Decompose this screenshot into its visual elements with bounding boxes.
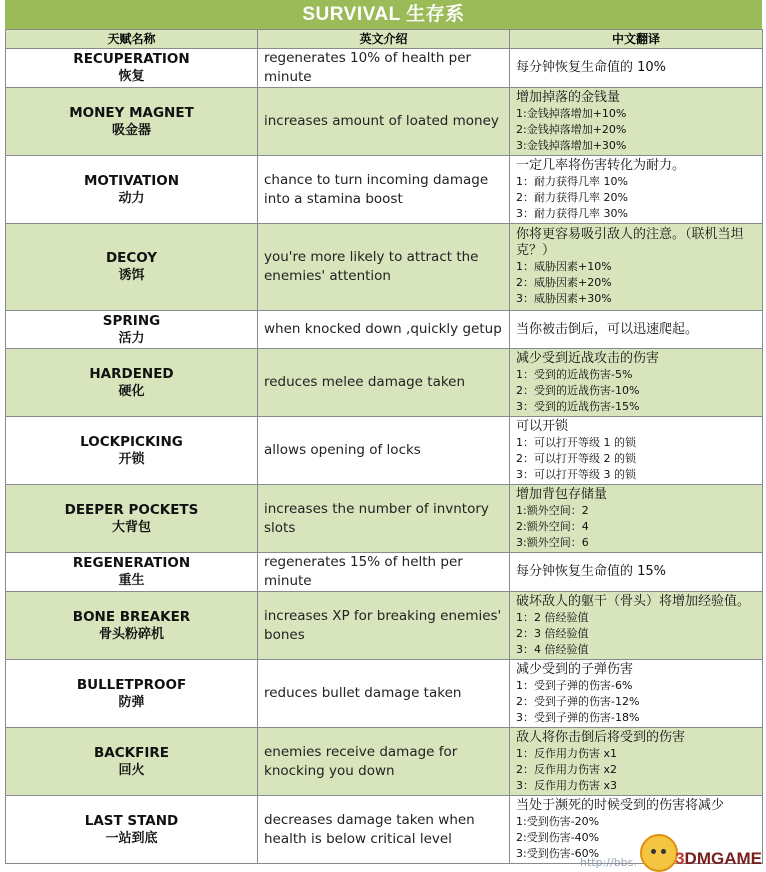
perk-translation-cell — [510, 592, 763, 660]
table-row — [6, 485, 763, 553]
watermark-url: http://bbs. — [580, 856, 637, 869]
perk-level-line: 2：威胁因素+20% — [516, 275, 756, 291]
perk-name-cell — [6, 553, 258, 592]
perk-name-cell — [6, 796, 258, 864]
perk-translation-lead: 当处于濒死的时候受到的伤害将减少 — [516, 798, 756, 814]
perk-level-line: 3：可以打开等级 3 的锁 — [516, 467, 756, 483]
perk-level-line: 3：4 倍经验值 — [516, 642, 756, 658]
perk-name-zh: 活力 — [6, 330, 257, 348]
perk-name-en: RECUPERATION — [6, 50, 257, 68]
perk-translation-lead: 一定几率将伤害转化为耐力。 — [516, 158, 756, 174]
perk-translation-cell — [510, 88, 763, 156]
perk-level-line: 1：威胁因素+10% — [516, 259, 756, 275]
perk-name-cell — [6, 728, 258, 796]
perk-name-zh: 开锁 — [6, 451, 257, 469]
perk-translation-lead: 增加背包存储量 — [516, 487, 756, 503]
perk-name-en: LAST STAND — [6, 812, 257, 830]
perk-translation-lead: 减少受到的子弹伤害 — [516, 662, 756, 678]
perk-translation-lead: 当你被击倒后，可以迅速爬起。 — [516, 320, 756, 340]
perk-name-en: REGENERATION — [6, 554, 257, 572]
perk-level-line: 3:受到伤害-60% — [516, 846, 756, 862]
perk-name-en: LOCKPICKING — [6, 433, 257, 451]
perk-level-line: 1:金钱掉落增加+10% — [516, 106, 756, 122]
header-english: 英文介绍 — [258, 30, 510, 49]
perk-description-en: increases XP for breaking enemies' bones — [258, 592, 510, 660]
perk-level-line: 3：受到子弹的伤害-18% — [516, 710, 756, 726]
perk-level-line: 2：反作用力伤害 x2 — [516, 762, 756, 778]
perk-level-line: 3:金钱掉落增加+30% — [516, 138, 756, 154]
table-row — [6, 592, 763, 660]
perk-translation-lead: 可以开锁 — [516, 419, 756, 435]
table-row — [6, 311, 763, 349]
perk-name-cell — [6, 88, 258, 156]
header-row — [6, 30, 763, 49]
watermark-brand-a: 3 — [675, 849, 684, 868]
perk-level-line: 1：受到的近战伤害-5% — [516, 367, 756, 383]
perk-level-line: 1：可以打开等级 1 的锁 — [516, 435, 756, 451]
perk-description-en: regenerates 15% of helth per minute — [258, 553, 510, 592]
perk-level-line: 2:受到伤害-40% — [516, 830, 756, 846]
perk-translation-cell — [510, 349, 763, 417]
table-row — [6, 349, 763, 417]
watermark-brand-b: DMGAME — [685, 849, 762, 868]
perk-translation-lead: 每分钟恢复生命值的 15% — [516, 562, 756, 582]
table-row — [6, 660, 763, 728]
perk-translation-cell — [510, 417, 763, 485]
perk-translation-cell — [510, 485, 763, 553]
perk-name-cell — [6, 224, 258, 311]
perk-name-cell — [6, 349, 258, 417]
perk-name-en: HARDENED — [6, 365, 257, 383]
perk-level-line: 3：耐力获得几率 30% — [516, 206, 756, 222]
perk-name-cell — [6, 417, 258, 485]
perk-level-line: 2：3 倍经验值 — [516, 626, 756, 642]
perk-level-line: 3:额外空间：6 — [516, 535, 756, 551]
perk-translation-cell — [510, 156, 763, 224]
perk-name-en: BACKFIRE — [6, 744, 257, 762]
perk-name-cell — [6, 156, 258, 224]
perk-translation-cell — [510, 660, 763, 728]
table-row — [6, 728, 763, 796]
perk-description-en: allows opening of locks — [258, 417, 510, 485]
perk-description-en: reduces bullet damage taken — [258, 660, 510, 728]
table-row — [6, 224, 763, 311]
perk-level-line: 3：受到的近战伤害-15% — [516, 399, 756, 415]
perk-level-line: 2：可以打开等级 2 的锁 — [516, 451, 756, 467]
perk-name-zh: 动力 — [6, 190, 257, 208]
section-title: SURVIVAL 生存系 — [5, 0, 762, 29]
perk-description-en: increases amount of loated money — [258, 88, 510, 156]
perk-name-cell — [6, 49, 258, 88]
perk-description-en: reduces melee damage taken — [258, 349, 510, 417]
perk-level-line: 3：反作用力伤害 x3 — [516, 778, 756, 794]
perk-translation-lead: 每分钟恢复生命值的 10% — [516, 58, 756, 78]
table-row — [6, 156, 763, 224]
perk-name-cell — [6, 660, 258, 728]
watermark-logo — [675, 849, 762, 869]
perk-translation-lead: 增加掉落的金钱量 — [516, 90, 756, 106]
perk-description-en: increases the number of invntory slots — [258, 485, 510, 553]
perk-description-en: decreases damage taken when health is below critical level — [258, 796, 510, 864]
perk-description-en: enemies receive damage for knocking you down — [258, 728, 510, 796]
perk-name-en: DEEPER POCKETS — [6, 501, 257, 519]
perk-name-zh: 恢复 — [6, 68, 257, 86]
perk-name-zh: 骨头粉碎机 — [6, 626, 257, 644]
perk-description-en: chance to turn incoming damage into a stamina boost — [258, 156, 510, 224]
perk-level-line: 1:额外空间：2 — [516, 503, 756, 519]
perk-name-en: MOTIVATION — [6, 172, 257, 190]
perk-level-line: 2：耐力获得几率 20% — [516, 190, 756, 206]
header-name: 天赋名称 — [6, 30, 258, 49]
perk-table — [5, 29, 763, 864]
perk-translation-lead: 破坏敌人的躯干（骨头）将增加经验值。 — [516, 594, 756, 610]
perk-name-zh: 大背包 — [6, 519, 257, 537]
perk-name-en: DECOY — [6, 249, 257, 267]
table-row — [6, 553, 763, 592]
perk-name-cell — [6, 592, 258, 660]
perk-name-en: BONE BREAKER — [6, 608, 257, 626]
perk-name-zh: 防弹 — [6, 694, 257, 712]
perk-name-zh: 硬化 — [6, 383, 257, 401]
perk-name-en: MONEY MAGNET — [6, 104, 257, 122]
perk-level-line: 1：2 倍经验值 — [516, 610, 756, 626]
perk-translation-lead: 减少受到近战攻击的伤害 — [516, 351, 756, 367]
perk-name-zh: 一站到底 — [6, 830, 257, 848]
perk-level-line: 1：耐力获得几率 10% — [516, 174, 756, 190]
perk-level-line: 3：威胁因素+30% — [516, 291, 756, 307]
perk-description-en: when knocked down ,quickly getup — [258, 311, 510, 349]
perk-translation-cell — [510, 224, 763, 311]
perk-name-cell — [6, 311, 258, 349]
perk-level-line: 2:金钱掉落增加+20% — [516, 122, 756, 138]
perk-translation-cell — [510, 728, 763, 796]
perk-name-zh: 回火 — [6, 762, 257, 780]
perk-translation-lead: 敌人将你击倒后将受到的伤害 — [516, 730, 756, 746]
perk-name-zh: 重生 — [6, 572, 257, 590]
perk-level-line: 1：反作用力伤害 x1 — [516, 746, 756, 762]
perk-translation-lead: 你将更容易吸引敌人的注意。（联机当坦克？） — [516, 227, 756, 259]
table-row — [6, 49, 763, 88]
perk-level-line: 1:受到伤害-20% — [516, 814, 756, 830]
table-row — [6, 88, 763, 156]
header-chinese: 中文翻译 — [510, 30, 763, 49]
perk-translation-cell — [510, 311, 763, 349]
perk-name-zh: 诱饵 — [6, 267, 257, 285]
perk-translation-cell — [510, 49, 763, 88]
perk-name-en: BULLETPROOF — [6, 676, 257, 694]
perk-description-en: regenerates 10% of health per minute — [258, 49, 510, 88]
perk-level-line: 2：受到的近战伤害-10% — [516, 383, 756, 399]
watermark-mascot-icon — [640, 834, 678, 872]
perk-level-line: 2:额外空间：4 — [516, 519, 756, 535]
perk-description-en: you're more likely to attract the enemies' attention — [258, 224, 510, 311]
table-row — [6, 417, 763, 485]
perk-name-zh: 吸金器 — [6, 122, 257, 140]
perk-level-line: 1：受到子弹的伤害-6% — [516, 678, 756, 694]
perk-name-en: SPRING — [6, 312, 257, 330]
perk-translation-cell — [510, 553, 763, 592]
perk-level-line: 2：受到子弹的伤害-12% — [516, 694, 756, 710]
perk-name-cell — [6, 485, 258, 553]
